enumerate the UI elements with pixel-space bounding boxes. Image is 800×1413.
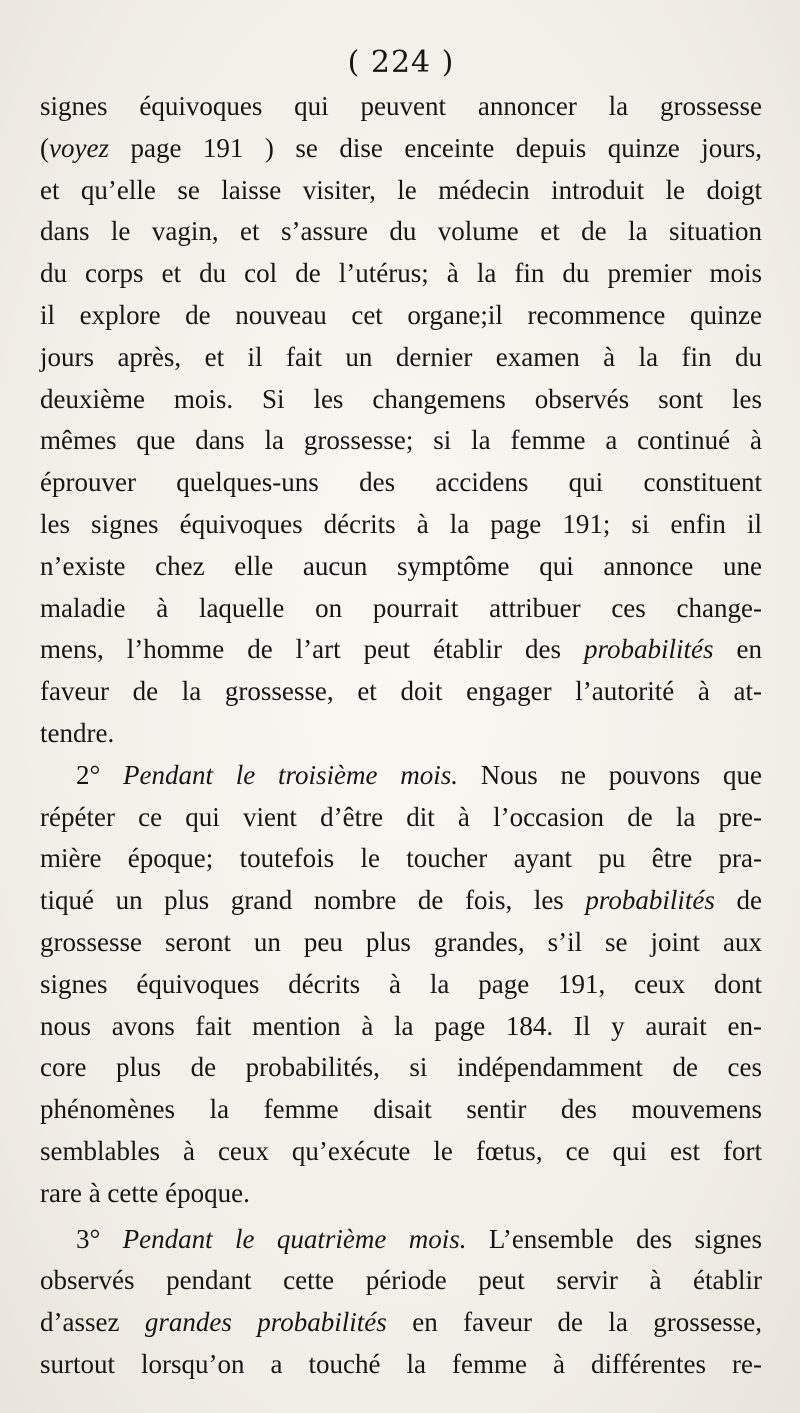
- text-segment: 2°: [76, 759, 124, 790]
- text-segment: 3°: [76, 1223, 123, 1254]
- text-line: et qu’elle se laisse visiter, le médecin introduit le doigt: [40, 174, 762, 205]
- text-line: mière époque; toutefois le toucher ayant pu être pra-: [40, 843, 762, 874]
- text-line: signes équivoques qui peuvent annoncer la grossesse: [40, 91, 762, 121]
- text-line: n’existe chez elle aucun symptôme qui annonce une: [40, 550, 762, 581]
- text-segment: (: [40, 132, 49, 163]
- text-segment: mens, l’homme de l’art peut établir des: [40, 634, 585, 665]
- text-line: nous avons fait mention à la page 184. Il y aurait en-: [40, 1010, 762, 1041]
- text-segment: page 191 ) se dise enceinte depuis quinze jours,: [108, 132, 762, 163]
- text-segment: d’assez: [40, 1307, 145, 1338]
- text-line: [40, 1219, 762, 1261]
- text-line: surtout lorsqu’on a touché la femme à différentes re-: [40, 1348, 762, 1379]
- text-line: maladie à laquelle on pourrait attribuer ces change-: [40, 592, 762, 623]
- text-line: éprouver quelques-uns des accidens qui constituent: [40, 467, 762, 498]
- italic-text: Pendant le quatrième mois.: [122, 1223, 467, 1254]
- text-line: phénomènes la femme disait sentir des mouvemens: [40, 1094, 762, 1125]
- text-segment: L’ensemble des signes: [466, 1223, 762, 1254]
- italic-text: probabilités: [585, 885, 715, 916]
- text-line: [40, 880, 762, 922]
- text-line: du corps et du col de l’utérus; à la fin du premier mois: [40, 258, 762, 289]
- text-line: [40, 1302, 762, 1344]
- text-line: semblables à ceux qu’exécute le fœtus, ce qui est fort: [40, 1135, 762, 1166]
- text-segment: en faveur de la grossesse,: [386, 1307, 762, 1338]
- page-number: ( 224 ): [347, 45, 455, 80]
- italic-text: grandes probabilités: [144, 1307, 387, 1338]
- text-line: [40, 128, 762, 170]
- text-line: [40, 755, 762, 797]
- text-line: deuxième mois. Si les changemens observés sont les: [40, 383, 762, 414]
- text-line: dans le vagin, et s’assure du volume et de la situation: [40, 216, 762, 247]
- text-segment: en: [713, 634, 762, 665]
- text-line: grossesse seront un peu plus grandes, s’il se joint aux: [40, 926, 762, 957]
- italic-text: probabilités: [584, 634, 714, 665]
- text-line: mêmes que dans la grossesse; si la femme a continué à: [40, 425, 762, 456]
- text-segment: de: [714, 885, 762, 916]
- text-segment: tiqué un plus grand nombre de fois, les: [40, 885, 586, 916]
- text-line: répéter ce qui vient d’être dit à l’occasion de la pre-: [40, 801, 762, 832]
- text-line: core plus de probabilités, si indépendamment de ces: [40, 1052, 762, 1083]
- text-line: faveur de la grossesse, et doit engager l’autorité à at-: [40, 676, 762, 707]
- text-line: observés pendant cette période peut servir à établir: [40, 1265, 762, 1296]
- text-line: il explore de nouveau cet organe;il recommence quinze: [40, 299, 762, 330]
- text-line: les signes équivoques décrits à la page 191; si enfin il: [40, 508, 762, 539]
- text-line: [40, 629, 762, 671]
- text-line: jours après, et il fait un dernier examen à la fin du: [40, 341, 762, 372]
- italic-text: Pendant le troisième mois.: [123, 759, 458, 790]
- body-text: [40, 86, 762, 1386]
- text-segment: Nous ne pouvons que: [458, 759, 762, 790]
- text-line: signes équivoques décrits à la page 191, ceux dont: [40, 968, 762, 999]
- text-line: rare à cette époque.: [40, 1177, 250, 1208]
- text-line: tendre.: [40, 717, 115, 748]
- italic-text: voyez: [49, 132, 109, 163]
